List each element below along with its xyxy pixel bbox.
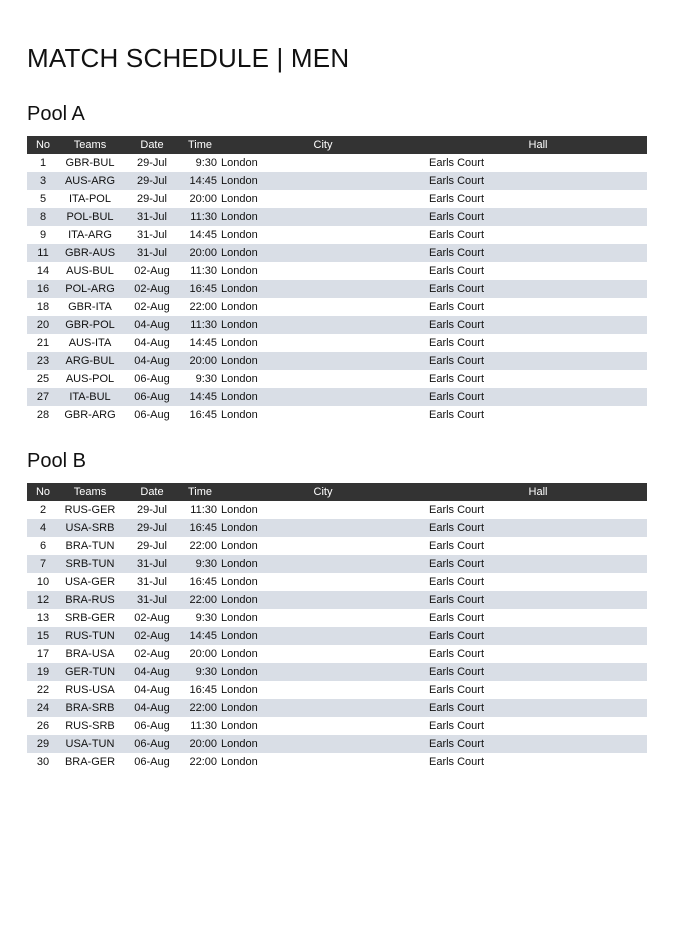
match-hall: Earls Court (429, 388, 647, 406)
match-teams: USA-GER (64, 576, 116, 588)
match-date: 29-Jul (121, 519, 183, 537)
match-hall: Earls Court (429, 352, 647, 370)
match-teams: GER-TUN (59, 663, 121, 681)
match-hall: Earls Court (429, 540, 485, 552)
match-time: 14:45 (183, 172, 217, 190)
header-no: No (27, 483, 59, 501)
match-time: 14:45 (189, 337, 217, 349)
match-hall: Earls Court (429, 648, 485, 660)
table-row (27, 735, 647, 753)
header-teams: Teams (59, 483, 121, 501)
match-time: 9:30 (195, 612, 217, 624)
match-number: 5 (39, 193, 47, 205)
match-city: London (217, 663, 429, 681)
match-time: 20:00 (189, 648, 217, 660)
match-number: 4 (27, 519, 59, 537)
match-hall: Earls Court (429, 373, 485, 385)
match-number: 1 (39, 157, 47, 169)
match-teams: AUS-POL (65, 373, 115, 385)
match-hall: Earls Court (429, 157, 485, 169)
match-hall: Earls Court (429, 301, 485, 313)
match-hall: Earls Court (429, 663, 647, 681)
match-teams: GBR-BUL (65, 157, 115, 169)
match-teams: USA-TUN (59, 735, 121, 753)
table-row (27, 555, 647, 573)
match-city: London (221, 301, 258, 313)
match-time: 20:00 (189, 193, 217, 205)
match-time: 22:00 (183, 699, 217, 717)
match-teams: SRB-GER (64, 612, 116, 624)
match-time: 11:30 (183, 316, 217, 334)
table-row (27, 501, 647, 519)
match-teams: BRA-SRB (59, 699, 121, 717)
match-city: London (217, 244, 429, 262)
match-hall: Earls Court (429, 519, 647, 537)
match-city: London (217, 699, 429, 717)
match-hall: Earls Court (429, 699, 647, 717)
match-hall: Earls Court (429, 735, 647, 753)
match-number: 11 (27, 244, 59, 262)
table-row (27, 154, 647, 172)
match-hall: Earls Court (429, 591, 647, 609)
match-date: 31-Jul (121, 244, 183, 262)
match-hall: Earls Court (429, 337, 485, 349)
match-hall: Earls Court (429, 720, 485, 732)
match-date: 06-Aug (134, 409, 170, 421)
match-teams: AUS-ITA (68, 337, 112, 349)
pool-b-title: Pool B (27, 450, 86, 472)
table-row (27, 208, 647, 226)
match-time: 16:45 (183, 280, 217, 298)
match-teams: BRA-RUS (59, 591, 121, 609)
header-time: Time (183, 136, 217, 154)
match-date: 02-Aug (134, 612, 170, 624)
header-teams: Teams (59, 136, 121, 154)
match-teams: POL-BUL (59, 208, 121, 226)
match-time: 16:45 (183, 519, 217, 537)
match-city: London (221, 504, 258, 516)
match-teams: ITA-BUL (59, 388, 121, 406)
match-city: London (221, 229, 258, 241)
match-date: 29-Jul (121, 172, 183, 190)
match-time: 20:00 (183, 352, 217, 370)
match-date: 06-Aug (134, 756, 170, 768)
match-date: 31-Jul (137, 576, 167, 588)
match-time: 22:00 (189, 756, 217, 768)
match-date: 06-Aug (134, 720, 170, 732)
match-teams: GBR-POL (59, 316, 121, 334)
match-date: 02-Aug (134, 301, 170, 313)
table-row (27, 262, 647, 280)
match-number: 9 (39, 229, 47, 241)
match-city: London (217, 208, 429, 226)
match-number: 28 (36, 409, 50, 421)
match-hall: Earls Court (429, 756, 485, 768)
match-time: 11:30 (183, 208, 217, 226)
match-date: 31-Jul (137, 229, 167, 241)
match-date: 04-Aug (121, 352, 183, 370)
table-row (27, 244, 647, 262)
match-number: 6 (39, 540, 47, 552)
match-hall: Earls Court (429, 576, 485, 588)
match-number: 2 (39, 504, 47, 516)
match-teams: AUS-BUL (66, 265, 114, 277)
match-number: 26 (36, 720, 50, 732)
match-number: 20 (27, 316, 59, 334)
match-date: 02-Aug (121, 280, 183, 298)
match-date: 31-Jul (121, 555, 183, 573)
match-city: London (221, 373, 258, 385)
table-row (27, 298, 647, 316)
match-number: 29 (27, 735, 59, 753)
match-number: 27 (27, 388, 59, 406)
table-header-row (27, 483, 647, 501)
match-time: 16:45 (189, 409, 217, 421)
table-header-row (27, 136, 647, 154)
match-time: 16:45 (189, 684, 217, 696)
match-teams: USA-SRB (59, 519, 121, 537)
header-city: City (217, 136, 429, 154)
table-row (27, 172, 647, 190)
header-city: City (217, 483, 429, 501)
match-date: 04-Aug (134, 684, 170, 696)
match-time: 9:30 (195, 157, 217, 169)
match-city: London (221, 265, 258, 277)
match-time: 11:30 (190, 504, 217, 516)
match-city: London (217, 735, 429, 753)
match-number: 18 (36, 301, 50, 313)
match-hall: Earls Court (429, 555, 647, 573)
match-time: 11:30 (190, 265, 217, 277)
table-row (27, 609, 647, 627)
match-hall: Earls Court (429, 265, 485, 277)
match-date: 02-Aug (134, 648, 170, 660)
match-teams: GBR-ARG (64, 409, 116, 421)
match-date: 02-Aug (121, 627, 183, 645)
table-row (27, 280, 647, 298)
match-teams: AUS-ARG (59, 172, 121, 190)
match-teams: POL-ARG (59, 280, 121, 298)
match-hall: Earls Court (429, 627, 647, 645)
match-city: London (217, 280, 429, 298)
match-city: London (221, 576, 258, 588)
pool-a-title: Pool A (27, 103, 85, 125)
header-time: Time (183, 483, 217, 501)
table-row (27, 316, 647, 334)
match-date: 06-Aug (121, 388, 183, 406)
match-city: London (217, 352, 429, 370)
match-city: London (221, 337, 258, 349)
match-city: London (217, 172, 429, 190)
match-date: 29-Jul (137, 193, 167, 205)
match-date: 31-Jul (121, 208, 183, 226)
match-hall: Earls Court (429, 280, 647, 298)
match-teams: ITA-POL (69, 193, 111, 205)
table-row (27, 190, 647, 208)
match-number: 17 (36, 648, 50, 660)
match-hall: Earls Court (429, 208, 647, 226)
match-hall: Earls Court (429, 316, 647, 334)
header-hall: Hall (429, 483, 647, 501)
match-number: 14 (36, 265, 50, 277)
header-hall: Hall (429, 136, 647, 154)
match-number: 15 (27, 627, 59, 645)
table-row (27, 681, 647, 699)
header-date: Date (121, 136, 183, 154)
match-date: 04-Aug (134, 337, 170, 349)
match-hall: Earls Court (429, 193, 485, 205)
match-number: 7 (27, 555, 59, 573)
table-row (27, 388, 647, 406)
match-city: London (217, 388, 429, 406)
match-date: 31-Jul (121, 591, 183, 609)
table-row (27, 370, 647, 388)
match-city: London (217, 316, 429, 334)
match-time: 20:00 (183, 244, 217, 262)
match-date: 02-Aug (134, 265, 170, 277)
match-number: 24 (27, 699, 59, 717)
match-teams: RUS-SRB (65, 720, 115, 732)
page-title: MATCH SCHEDULE | MEN (27, 43, 350, 73)
match-time: 14:45 (183, 627, 217, 645)
match-date: 04-Aug (121, 663, 183, 681)
table-row (27, 406, 647, 424)
match-city: London (221, 540, 258, 552)
match-teams: RUS-TUN (59, 627, 121, 645)
match-number: 10 (36, 576, 50, 588)
match-time: 16:45 (189, 576, 217, 588)
table-row (27, 334, 647, 352)
match-time: 14:45 (189, 229, 217, 241)
match-date: 06-Aug (121, 735, 183, 753)
match-number: 22 (36, 684, 50, 696)
match-time: 20:00 (183, 735, 217, 753)
match-hall: Earls Court (429, 684, 485, 696)
table-row (27, 591, 647, 609)
match-time: 9:30 (183, 663, 217, 681)
match-city: London (221, 157, 258, 169)
match-number: 3 (27, 172, 59, 190)
header-no: No (27, 136, 59, 154)
match-number: 25 (36, 373, 50, 385)
match-teams: BRA-USA (65, 648, 115, 660)
match-teams: BRA-GER (64, 756, 116, 768)
match-time: 22:00 (189, 301, 217, 313)
pool-a-table (27, 136, 647, 424)
match-city: London (217, 591, 429, 609)
table-row (27, 352, 647, 370)
table-row (27, 663, 647, 681)
match-number: 19 (27, 663, 59, 681)
match-time: 22:00 (183, 591, 217, 609)
match-city: London (217, 627, 429, 645)
match-city: London (221, 612, 258, 624)
match-city: London (217, 519, 429, 537)
match-teams: BRA-TUN (65, 540, 115, 552)
match-number: 12 (27, 591, 59, 609)
match-hall: Earls Court (429, 172, 647, 190)
match-city: London (221, 756, 258, 768)
match-city: London (221, 409, 258, 421)
match-number: 8 (27, 208, 59, 226)
match-date: 29-Jul (137, 540, 167, 552)
match-teams: GBR-AUS (59, 244, 121, 262)
match-hall: Earls Court (429, 504, 485, 516)
match-time: 9:30 (183, 555, 217, 573)
match-time: 9:30 (195, 373, 217, 385)
match-city: London (217, 555, 429, 573)
table-row (27, 753, 647, 771)
match-number: 23 (27, 352, 59, 370)
match-number: 21 (36, 337, 50, 349)
match-teams: RUS-GER (64, 504, 116, 516)
match-teams: ITA-ARG (68, 229, 112, 241)
match-hall: Earls Court (429, 229, 485, 241)
match-city: London (221, 193, 258, 205)
table-row (27, 226, 647, 244)
match-time: 14:45 (183, 388, 217, 406)
match-date: 29-Jul (137, 504, 167, 516)
match-number: 16 (27, 280, 59, 298)
match-teams: ARG-BUL (59, 352, 121, 370)
match-hall: Earls Court (429, 409, 485, 421)
table-row (27, 537, 647, 555)
table-row (27, 519, 647, 537)
match-city: London (221, 720, 258, 732)
table-row (27, 699, 647, 717)
table-row (27, 627, 647, 645)
match-city: London (221, 684, 258, 696)
table-row (27, 645, 647, 663)
match-date: 29-Jul (137, 157, 167, 169)
match-hall: Earls Court (429, 244, 647, 262)
match-hall: Earls Court (429, 612, 485, 624)
match-teams: SRB-TUN (59, 555, 121, 573)
match-date: 06-Aug (134, 373, 170, 385)
header-date: Date (121, 483, 183, 501)
match-number: 13 (36, 612, 50, 624)
match-teams: GBR-ITA (68, 301, 112, 313)
match-time: 22:00 (189, 540, 217, 552)
match-city: London (221, 648, 258, 660)
match-date: 04-Aug (121, 316, 183, 334)
match-teams: RUS-USA (65, 684, 115, 696)
match-number: 30 (36, 756, 50, 768)
match-date: 04-Aug (121, 699, 183, 717)
table-row (27, 573, 647, 591)
pool-b-table (27, 483, 647, 771)
match-time: 11:30 (190, 720, 217, 732)
table-row (27, 717, 647, 735)
